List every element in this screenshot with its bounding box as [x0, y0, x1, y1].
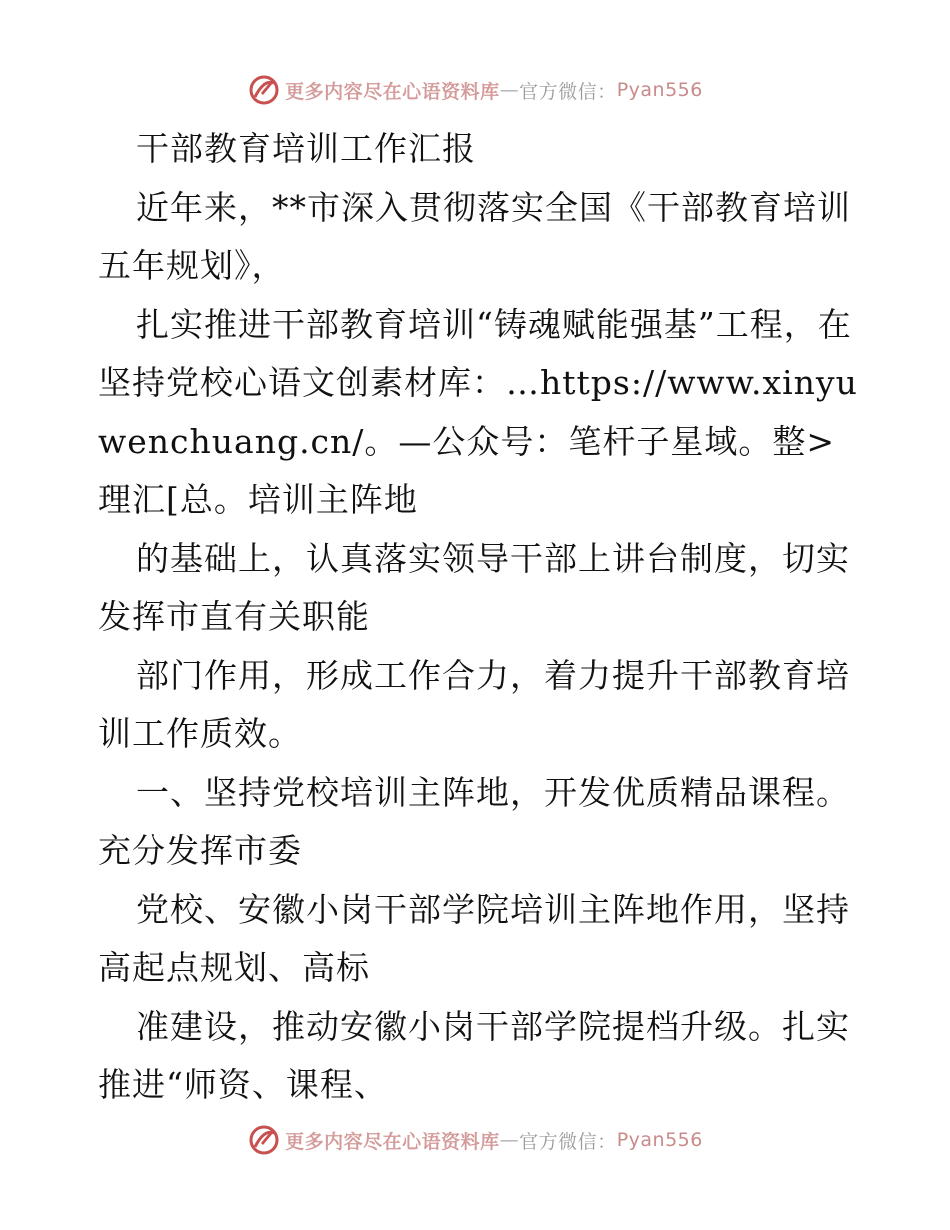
paragraph: 扎实推进干部教育培训“铸魂赋能强基”工程，在坚持党校心语文创素材库：…https://www.xinyuwenchuang.cn/。—公众号：笔杆子星域。整>理汇[总。培训主阵地 — [98, 304, 858, 519]
banner-dash: — — [499, 79, 520, 101]
paragraph: 的基础上，认真落实领导干部上讲台制度，切实发挥市直有关职能 — [98, 538, 850, 636]
document-body — [98, 120, 858, 1115]
banner-wechat-id: Pyan556 — [616, 79, 703, 101]
banner-wechat-label: 官方微信： — [519, 1130, 617, 1153]
paragraph: 党校、安徽小岗干部学院培训主阵地作用，坚持高起点规划、高标 — [98, 889, 850, 987]
header-banner — [0, 70, 950, 110]
banner-wechat-label: 官方微信： — [519, 80, 617, 103]
paragraph: 近年来，**市深入贯彻落实全国《干部教育培训五年规划》， — [98, 187, 851, 285]
banner-wechat-id: Pyan556 — [616, 1129, 703, 1151]
banner-dash: — — [499, 1129, 520, 1151]
paragraph: 部门作用，形成工作合力，着力提升干部教育培训工作质效。 — [98, 655, 850, 753]
banner-main-text: 更多内容尽在心语资料库 — [285, 1130, 500, 1153]
paragraph: 一、坚持党校培训主阵地，开发优质精品课程。充分发挥市委 — [98, 772, 850, 870]
banner-main-text: 更多内容尽在心语资料库 — [285, 80, 500, 103]
document-title: 干部教育培训工作汇报 — [136, 129, 476, 168]
pen-swirl-logo-icon — [247, 1123, 281, 1157]
footer-banner — [0, 1120, 950, 1160]
pen-swirl-logo-icon — [247, 73, 281, 107]
paragraph: 准建设，推动安徽小岗干部学院提档升级。扎实推进“师资、课程、 — [98, 1006, 850, 1104]
